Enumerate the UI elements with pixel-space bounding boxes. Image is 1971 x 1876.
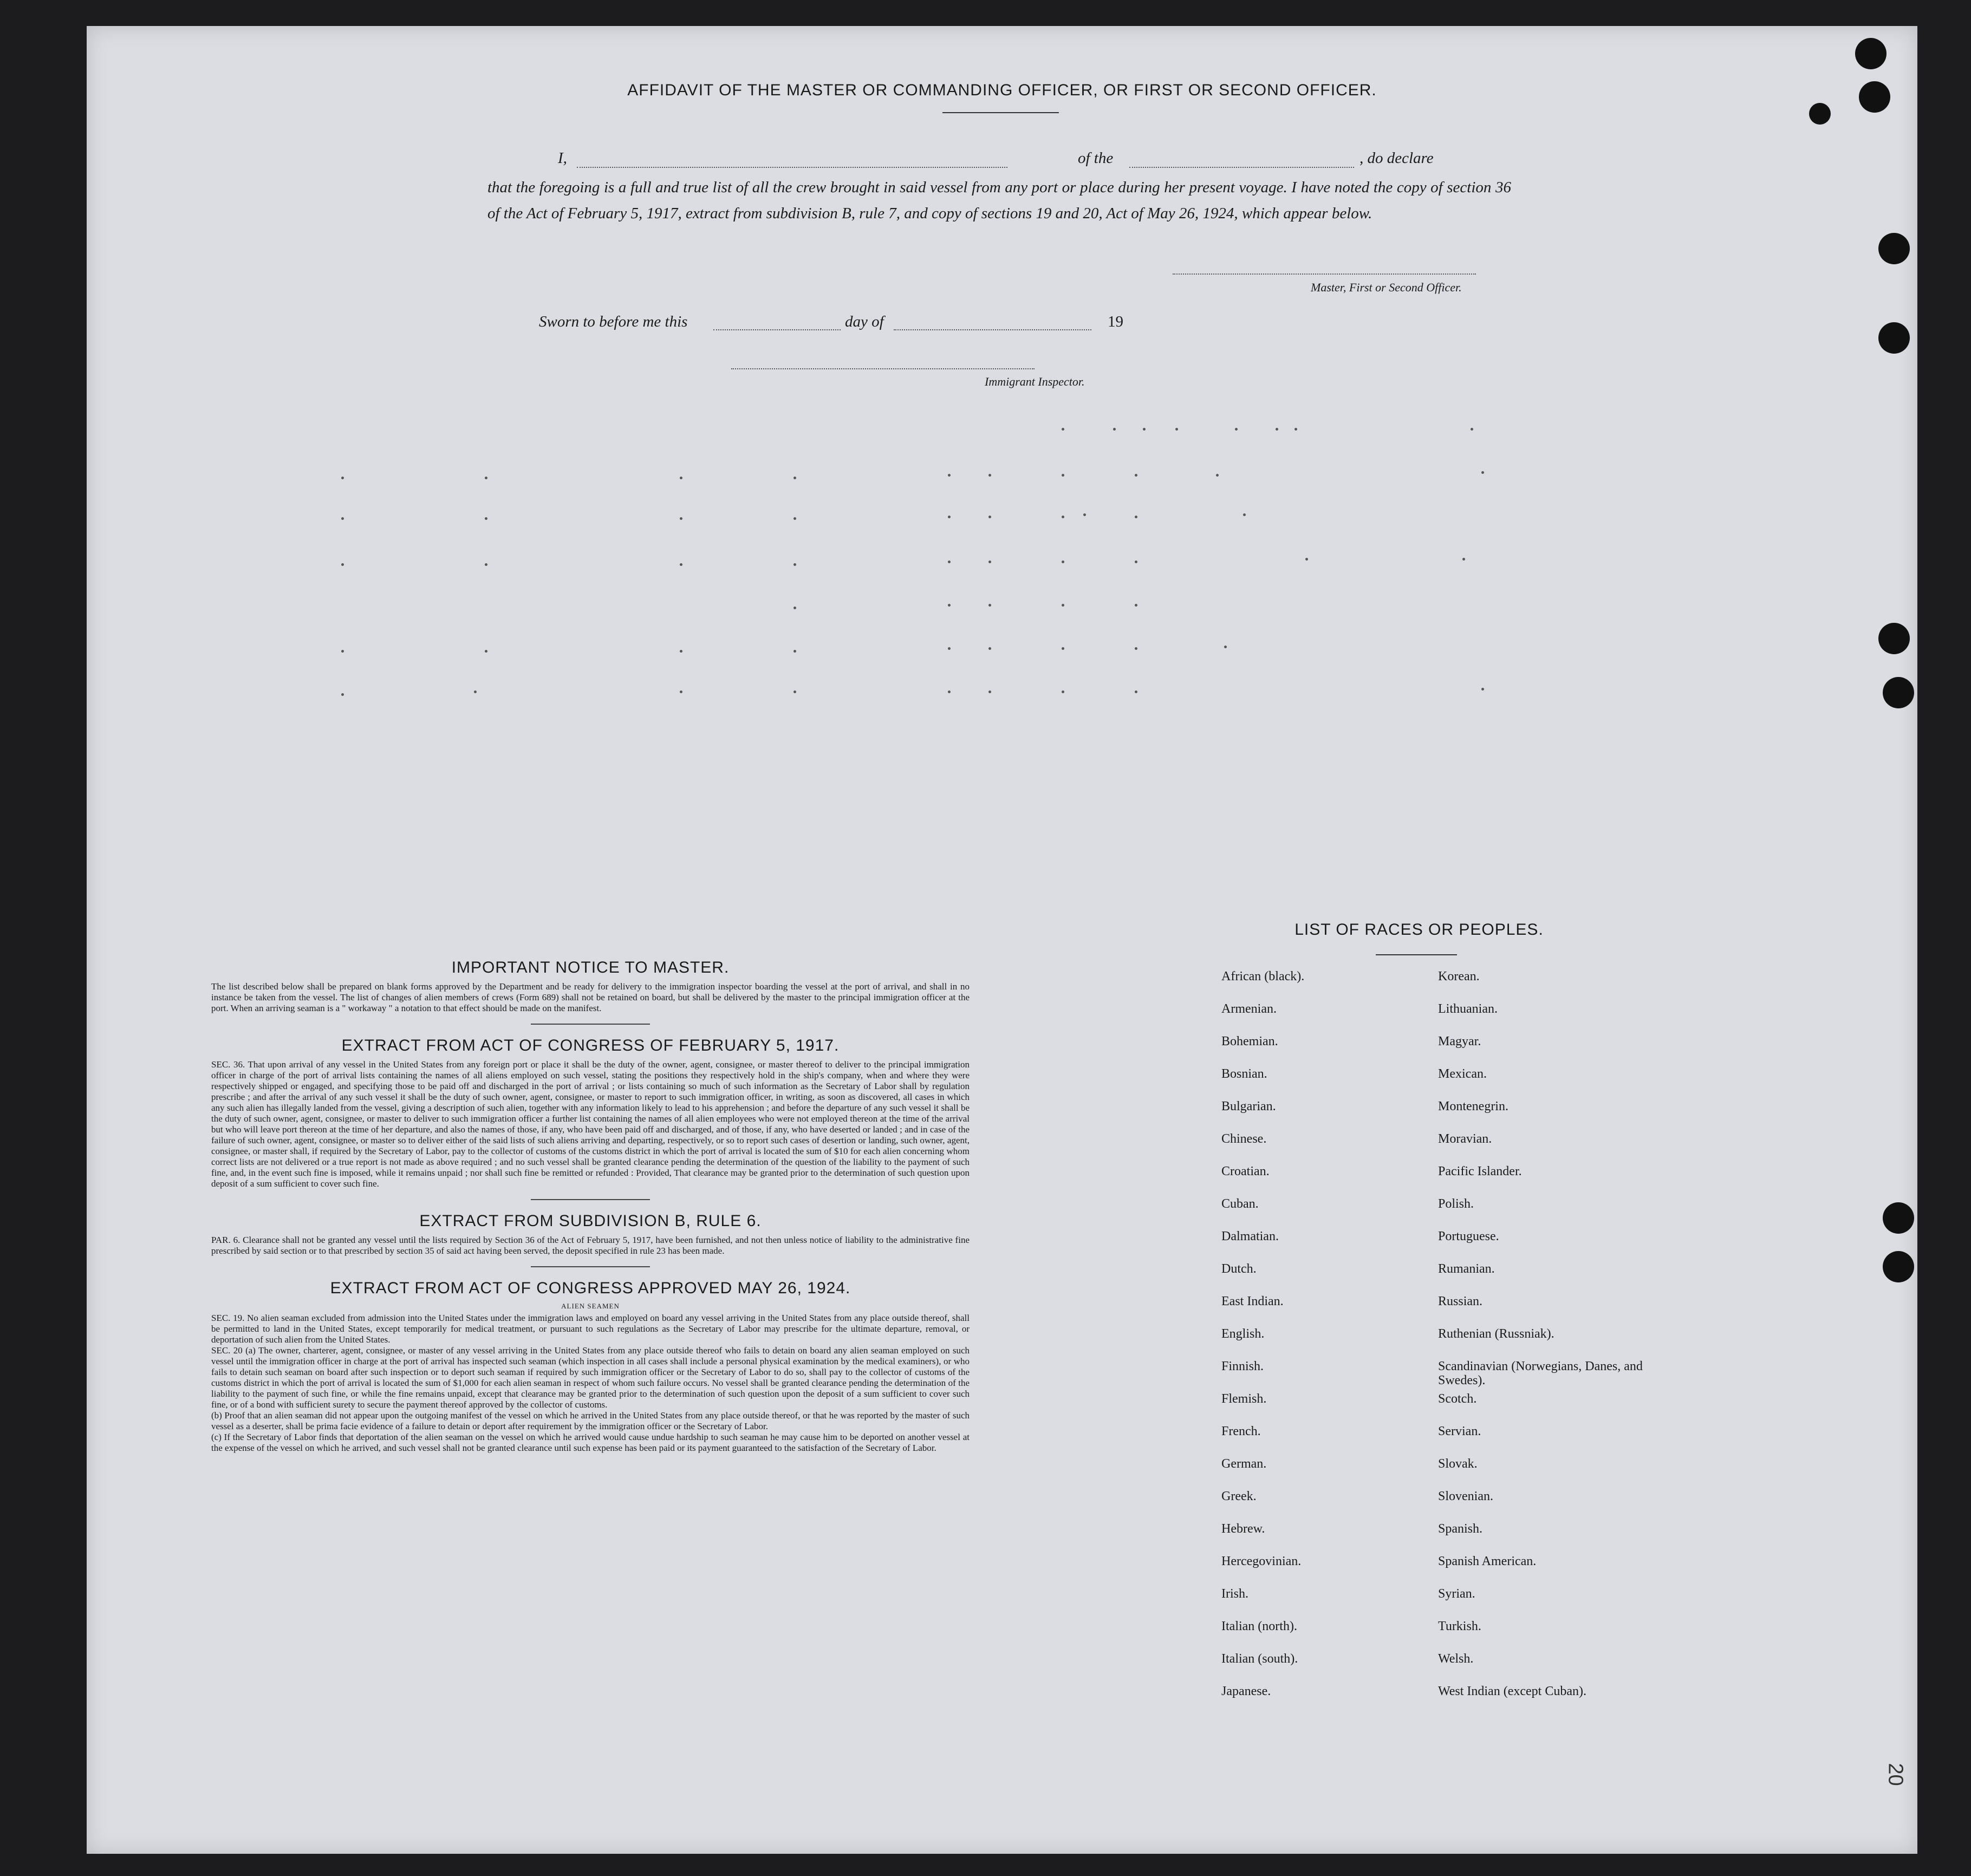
punch-hole xyxy=(1809,103,1831,125)
punch-hole xyxy=(1883,1251,1914,1282)
list-item: African (black). Korean. xyxy=(1221,969,1480,983)
list-item: English. Ruthenian (Russniak). xyxy=(1221,1327,1554,1341)
list-item: East Indian. Russian. xyxy=(1221,1294,1483,1308)
divider xyxy=(531,1199,650,1200)
legal-notices xyxy=(211,959,970,1454)
list-item: Finnish. Scandinavian (Norwegians, Danes, and Swedes). xyxy=(1221,1359,1643,1388)
extract-1924-title: EXTRACT FROM ACT OF CONGRESS APPROVED MAY 26, 1924. xyxy=(330,1279,851,1297)
punch-hole xyxy=(1883,677,1914,708)
notice-title: IMPORTANT NOTICE TO MASTER. xyxy=(451,959,730,976)
list-item: Japanese. West Indian (except Cuban). xyxy=(1221,1684,1586,1698)
extract-1924-sec19: SEC. 19. No alien seaman excluded from admission into the United States under the immigration laws and employed on board any vessel arriving in the United States from any place outside thereof, shall be permitted to land in the United States, except temporarily for medical treatment, or pursuant to such regulations as the Secretary of Labor may prescribe for the ultimate departure, removal, or deportation of such alien from the United States. xyxy=(211,1313,970,1345)
list-item: Dalmatian. Portuguese. xyxy=(1221,1229,1499,1243)
races-title-underline xyxy=(1376,954,1457,955)
affidavit-line1 xyxy=(487,149,1511,171)
extract-1924-sec20b: (b) Proof that an alien seaman did not appear upon the outgoing manifest of the vessel on which he arrived in the United States from any place outside thereof, or that he was reported by the master of such vessel as a deserter, shall be prima facie evidence of a failure to detain or deport after requirement by the immigration officer or the Secretary of Labor. xyxy=(211,1410,970,1431)
sworn-prefix: Sworn to before me this xyxy=(539,313,688,330)
extract-1917-title: EXTRACT FROM ACT OF CONGRESS OF FEBRUARY 5, 1917. xyxy=(341,1037,840,1054)
races-title: LIST OF RACES OR PEOPLES. xyxy=(1295,921,1544,939)
sworn-year: 19 xyxy=(1108,313,1123,330)
extract-1924-sec20a: SEC. 20 (a) The owner, charterer, agent, consignee, or master of any vessel arriving in the United States from any place outside thereof who fails to detain on board any alien seaman employed on such vessel until the immigration officer in charge at the port of arrival has inspected such seaman (which inspection in all cases shall include a personal physical examination by the medical examiners), or who fails to detain such seaman on board after such inspection or to deport such seaman if required by such immigration officer or the Secretary of Labor to do so, shall pay to the collector of customs of the customs district in which the port of arrival is located the sum of $1,000 for each alien seaman in respect of whom such failure occurs. No vessel shall be granted clearance pending the determination of the liability to the payment of such fine, or while the fine remains unpaid, except that clearance may be granted prior to the determination of such question upon the deposit of a sum sufficient to cover such fine, or of a bond with sufficient surety to secure the payment thereof approved by the collector of customs. xyxy=(211,1345,970,1410)
divider xyxy=(531,1024,650,1025)
affidavit-text: that the foregoing is a full and true list of all the crew brought in said vessel from any port or place during her present voyage. I have noted the copy of section 36 of the Act of February 5, 1917, extract from subdivision B, rule 7, and copy of sections 19 and 20, Act of May 26, 1924, which appear below. xyxy=(487,179,1511,222)
extract-1917-text: SEC. 36. That upon arrival of any vessel in the United States from any foreign port or place it shall be the duty of the owner, agent, consignee, or master thereof to deliver to the principal immigration officer in charge of the port of arrival lists containing the names of all aliens employed on such vessel, stating the positions they respectively hold in the ship's company, when and where they were respectively shipped or engaged, and specifying those to be paid off and discharged in the port of arrival ; or lists containing so much of such information as the Secretary of Labor shall by regulation prescribe ; and after the arrival of any such vessel it shall be the duty of such owner, agent, consignee, or master to report to such immigration officer, in writing, as soon as discovered, all cases in which any such alien has illegally landed from the vessel, giving a description of such alien, together with any information likely to lead to his apprehension ; and before the departure of any such vessel it shall be the duty of such owner, agent, consignee, or master to deliver to such immigration officer a further list containing the names of all alien employees who were not employed thereon at the time of the arrival but who will leave port thereon at the time of her departure, and also the names of those, if any, who have been paid off and discharged, and of those, if any, who have deserted or landed ; and in case of the failure of such owner, agent, consignee, or master so to deliver either of the said lists of such aliens arriving and departing, respectively, or so to report such cases of desertion or landing, such owner, agent, consignee, or master shall, if required by the Secretary of Labor, pay to the collector of customs of the customs district in which the port of arrival is located the sum of $10 for each alien concerning whom correct lists are not delivered or a true report is not made as above required ; and no such vessel shall be granted clearance pending the determination of the question of the liability to the payment of such fine, and, in the event such fine is imposed, while it remains unpaid ; nor shall such fine be remitted or refunded : Provided, That clearance may be granted prior to the determination of such question upon deposit of a sum sufficient to cover such fine. xyxy=(211,1059,970,1189)
punch-hole xyxy=(1855,38,1887,69)
list-item: Bohemian. Magyar. xyxy=(1221,1034,1481,1048)
list-item: Armenian. Lithuanian. xyxy=(1221,1002,1498,1016)
list-item: Dutch. Rumanian. xyxy=(1221,1262,1495,1276)
list-item: Bulgarian. Montenegrin. xyxy=(1221,1099,1508,1113)
sworn-month-field[interactable] xyxy=(894,329,1091,330)
punch-hole xyxy=(1878,623,1910,654)
sworn-day-label: day of xyxy=(845,313,884,330)
list-item: Croatian. Pacific Islander. xyxy=(1221,1164,1522,1178)
punch-hole xyxy=(1878,322,1910,354)
notice-text: The list described below shall be prepared on blank forms approved by the Department and be ready for delivery to the immigration inspector boarding the vessel at the port of arrival, and shall in no instance be taken from the vessel. The list of changes of alien members of crews (Form 689) shall not be retained on board, but shall be delivered by the master to the principal immigration officer at the port. When an arriving seaman is a " workaway " a notation to that effect should be made on the manifest. xyxy=(211,981,970,1013)
master-signature-field[interactable] xyxy=(1173,273,1476,275)
list-item: Irish. Syrian. xyxy=(1221,1587,1475,1601)
extract-1924-subtitle: ALIEN SEAMEN xyxy=(561,1302,620,1310)
list-item: Chinese. Moravian. xyxy=(1221,1132,1492,1146)
list-item: Italian (south). Welsh. xyxy=(1221,1652,1474,1666)
affidavit-i-label: I, xyxy=(558,149,567,167)
inspector-label: Immigrant Inspector. xyxy=(985,375,1085,388)
list-item: German. Slovak. xyxy=(1221,1457,1478,1471)
inspector-signature-field[interactable] xyxy=(731,368,1035,369)
punch-hole xyxy=(1883,1202,1914,1234)
list-item: Cuban. Polish. xyxy=(1221,1197,1474,1211)
sworn-line xyxy=(539,313,1189,335)
list-item: Hebrew. Spanish. xyxy=(1221,1522,1483,1536)
divider xyxy=(531,1266,650,1267)
sworn-day-field[interactable] xyxy=(713,329,841,330)
list-item: Hercegovinian. Spanish American. xyxy=(1221,1554,1537,1568)
list-item: Greek. Slovenian. xyxy=(1221,1489,1493,1503)
subdivision-b-text: PAR. 6. Clearance shall not be granted any vessel until the lists required by Section 36 of the Act of February 5, 1917, have been furnished, and not then unless notice of liability to the administrative fine prescribed by said section or to that prescribed by section 35 of said act having been served, the deposit specified in rule 23 has been made. xyxy=(211,1235,970,1256)
punch-hole xyxy=(1859,81,1890,113)
margin-mark: 20 xyxy=(1884,1763,1907,1786)
list-item: Italian (north). Turkish. xyxy=(1221,1619,1481,1633)
affidavit-of-label: of the xyxy=(1078,149,1114,167)
list-item: Flemish. Scotch. xyxy=(1221,1392,1477,1406)
affidavit-title: AFFIDAVIT OF THE MASTER OR COMMANDING OFFICER, OR FIRST OR SECOND OFFICER. xyxy=(627,81,1377,99)
subdivision-b-title: EXTRACT FROM SUBDIVISION B, RULE 6. xyxy=(419,1212,762,1230)
list-item: French. Servian. xyxy=(1221,1424,1481,1438)
list-item: Bosnian. Mexican. xyxy=(1221,1067,1487,1081)
title-underline xyxy=(942,112,1059,113)
master-signature-label: Master, First or Second Officer. xyxy=(1311,281,1462,294)
affidavit-declare-label: , do declare xyxy=(1359,149,1434,167)
races-list xyxy=(1221,969,1655,1717)
vessel-field[interactable] xyxy=(1129,167,1354,168)
punch-hole xyxy=(1878,233,1910,264)
name-field[interactable] xyxy=(577,167,1007,168)
extract-1924-sec20c: (c) If the Secretary of Labor finds that deportation of the alien seaman on the vessel on which he arrived would cause undue hardship to such seaman he may cause him to be deported on another vessel at the expense of the vessel on which he arrived, and such vessel shall not be granted clearance until such expense has been paid or its payment guaranteed to the satisfaction of the Secretary of Labor. xyxy=(211,1432,970,1453)
